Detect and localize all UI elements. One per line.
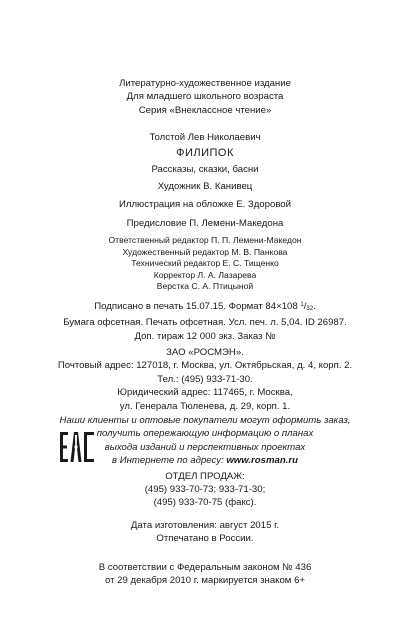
- sales-phones: (495) 933-70-73; 933-71-30;: [144, 484, 266, 495]
- customer-line: выхода изданий и перспективных проектах: [104, 441, 306, 453]
- book-subtitle: Рассказы, сказки, басни: [151, 164, 259, 175]
- legal-address-street: ул. Генерала Тюленева, д. 29, корп. 1.: [119, 400, 291, 412]
- printed-in: Отпечатано в России.: [156, 533, 254, 545]
- law-line: В соответствии с Федеральным законом № 436: [98, 562, 312, 573]
- print-signed-format: [0, 299, 410, 316]
- manufacture-info: [0, 519, 410, 546]
- publisher-name: ЗАО «РОСМЭН».: [166, 347, 244, 358]
- postal-address: Почтовый адрес: 127018, г. Москва, ул. Октябрьская, д. 4, корп. 2.: [57, 360, 353, 372]
- cover-illustration: Иллюстрация на обложке Е. Здоровой: [118, 199, 292, 210]
- book-artist: Художник В. Канивец: [157, 181, 253, 192]
- age-rating-law: [0, 561, 410, 588]
- book-author: Толстой Лев Николаевич: [149, 132, 261, 143]
- edition-info: [0, 77, 410, 117]
- staff-line: Корректор Л. А. Лазарева: [153, 269, 257, 280]
- sales-fax: (495) 933-70-75 (факс).: [153, 497, 257, 508]
- sales-department: [0, 470, 410, 509]
- print-run: Доп. тираж 12 000 экз. Заказ №: [134, 330, 276, 342]
- edition-type: Литературно-художественное издание: [119, 78, 291, 89]
- staff-line: Ответственный редактор П. П. Лемени-Македон: [108, 235, 302, 245]
- publisher-info: [0, 346, 410, 413]
- customer-line: Наши клиенты и оптовые покупатели могут оформить заказ,: [59, 415, 351, 426]
- format-end: .: [313, 301, 316, 312]
- foreword-credit: Предисловие П. Лемени-Македона: [126, 218, 284, 229]
- sales-title: ОТДЕЛ ПРОДАЖ:: [165, 471, 245, 482]
- book-title: ФИЛИПОК: [176, 147, 234, 159]
- format-numerator: 1: [300, 302, 304, 308]
- format-denominator: 32: [306, 306, 314, 312]
- legal-address: Юридический адрес: 117465, г. Москва,: [117, 387, 293, 399]
- staff-line: Верстка С. А. Птицыной: [156, 281, 254, 292]
- paper-info: Бумага офсетная. Печать офсетная. Усл. печ. л. 5,04. ID 26987.: [63, 317, 347, 329]
- manufacture-date: Дата изготовления: август 2015 г.: [130, 520, 280, 531]
- eac-mark-icon: [60, 432, 94, 462]
- print-info: [0, 299, 410, 343]
- age-group: Для младшего школьного возраста: [126, 91, 284, 103]
- print-signed-text: Подписано в печать 15.07.15. Формат 84×108: [94, 301, 301, 312]
- customer-line: получить опережающую информацию о планах: [96, 428, 314, 440]
- series-name: Серия «Внеклассное чтение»: [138, 104, 272, 116]
- site-prefix: в Интернете по адресу:: [112, 455, 227, 467]
- format-slash: /: [303, 301, 307, 312]
- staff-line: Художественный редактор М. В. Панкова: [122, 246, 288, 257]
- site-url-link[interactable]: www.rosman.ru: [226, 455, 298, 467]
- law-line: от 29 декабря 2010 г. маркируется знаком 6+: [104, 575, 306, 587]
- staff-line: Технический редактор Е. С. Тищенко: [131, 258, 279, 269]
- staff-list: [0, 235, 410, 293]
- publisher-phone: Тел.: (495) 933-71-30.: [157, 373, 253, 385]
